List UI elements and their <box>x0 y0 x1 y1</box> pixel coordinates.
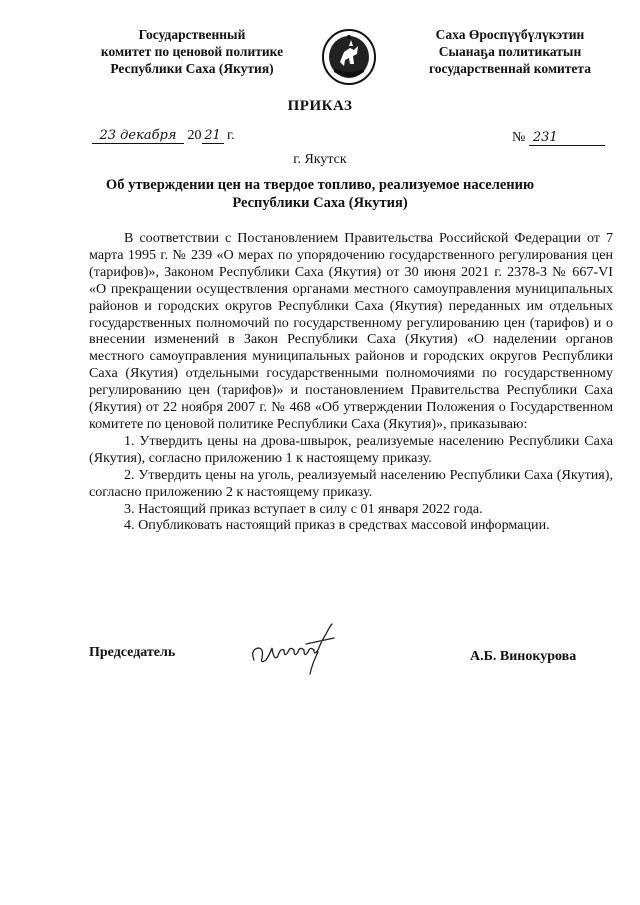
order-item-1: 1. Утвердить цены на дрова-швырок, реализуемые населению Республики Саха (Якутия), согласно приложению 1 к настоящему приказу. <box>89 432 613 466</box>
signatory-position: Председатель <box>89 645 176 660</box>
date-year-prefix: 20 <box>187 128 202 143</box>
header-right-line: государственнай комитета <box>429 61 591 76</box>
date-year-unit: г. <box>227 128 235 143</box>
header-left-line: Республики Саха (Якутия) <box>110 61 274 76</box>
order-item-2: 2. Утвердить цены на уголь, реализуемый населению Республики Саха (Якутия), согласно приложению 2 к настоящему приказу. <box>89 466 613 500</box>
header-left-org <box>92 26 292 77</box>
handwritten-signature <box>248 620 344 676</box>
order-item-4: 4. Опубликовать настоящий приказ в средствах массовой информации. <box>124 517 550 534</box>
order-date <box>92 128 235 144</box>
order-item-3: 3. Настоящий приказ вступает в силу с 01 января 2022 года. <box>124 500 483 517</box>
date-day-month: 23 декабря <box>92 128 184 144</box>
coat-of-arms-icon <box>320 28 378 86</box>
date-year-suffix: 21 <box>202 128 224 144</box>
order-body <box>89 230 613 534</box>
header-left-line: комитет по ценовой политике <box>100 44 284 59</box>
number-value: 231 <box>529 130 605 146</box>
preamble-paragraph: В соответствии с Постановлением Правительства Российской Федерации от 7 марта 1995 г. № 239 «О мерах по упорядочению государственного регулирования цен (тарифов)», Законом Республики Саха (Якутия) от 30 июня 2021 г. 2378-З № 667-VI «О прекращении осуществления органами местного самоуправления муниципальных районов и городских округов Республики Саха (Якутия) переданных им отдельных государственных полномочий по государственному регулированию цен (тарифов) и о внесении изменений в Закон Республики Саха (Якутия) «О наделении органов местного самоуправления муниципальных районов и городских округов Республики Саха (Якутия) отдельными государственными полномочиями по государственному регулированию цен (тарифов)» и постановлением Правительства Республики Саха (Якутия) от 22 ноября 2007 г. № 468 «Об утверждении Положения о Государственном комитете по ценовой политике Республики Саха (Якутия)», приказываю: <box>89 230 613 432</box>
subject-line: Об утверждении цен на твердое топливо, реализуемое населению <box>105 177 535 193</box>
signatory-name: А.Б. Винокурова <box>470 649 577 664</box>
city: г. Якутск <box>293 152 347 167</box>
header-right-org <box>410 26 610 77</box>
order-number <box>512 130 605 146</box>
header-right-line: Сыанаҕа политикатын <box>438 44 582 59</box>
number-prefix: № <box>512 130 526 145</box>
header-right-line: Саха Өроспүүбүлүкэтин <box>435 27 585 42</box>
document-title: ПРИКАЗ <box>287 98 353 114</box>
subject-line: Республики Саха (Якутия) <box>232 195 408 211</box>
header-left-line: Государственный <box>138 27 246 42</box>
order-subject <box>100 176 540 212</box>
